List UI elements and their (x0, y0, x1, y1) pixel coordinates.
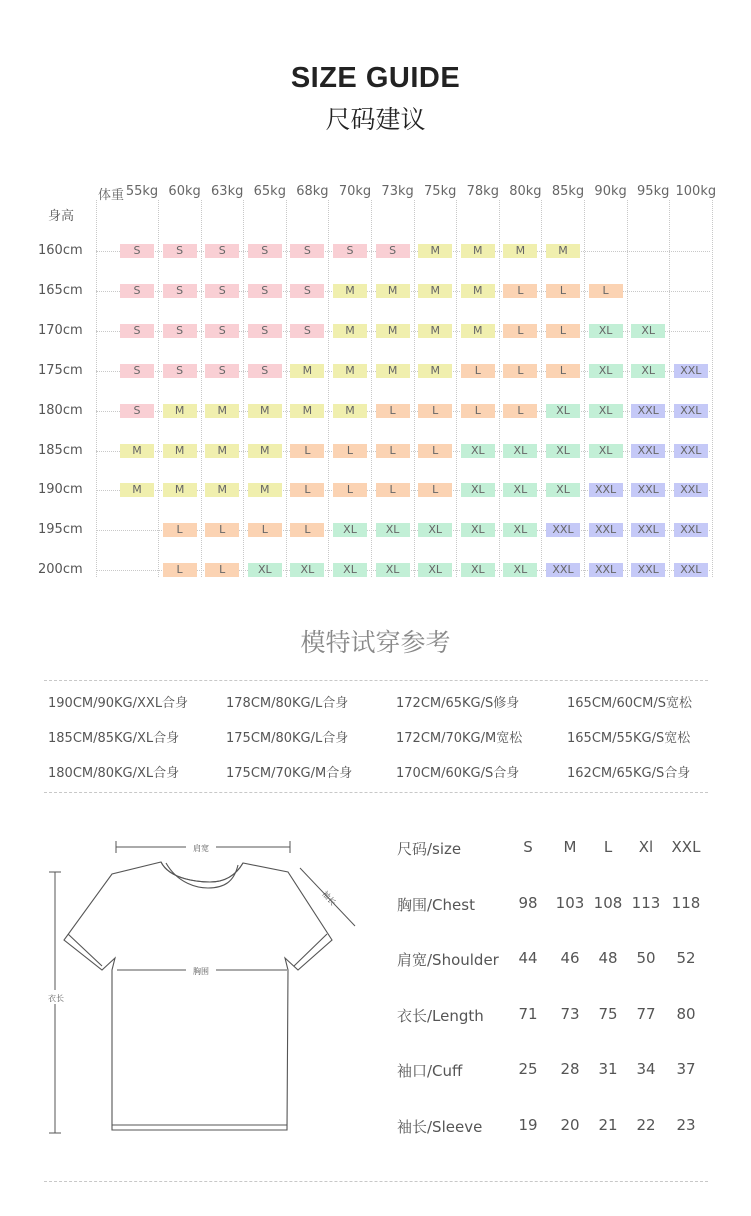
size-cell: XL (631, 324, 665, 338)
size-cell: XL (503, 563, 537, 577)
size-cell: M (163, 483, 197, 497)
height-header: 身高 (48, 209, 75, 224)
height-label: 190cm (38, 482, 83, 498)
size-cell: M (418, 244, 452, 258)
title-cn: 尺码建议 (325, 105, 426, 134)
size-cell: XL (503, 483, 537, 497)
size-cell: S (120, 324, 154, 338)
size-cell: XXL (674, 563, 708, 577)
separator (44, 680, 708, 681)
measure-value: 103 (555, 893, 585, 912)
model-entry: 165CM/60CM/S宽松 (567, 696, 692, 711)
size-cell: M (376, 324, 410, 338)
size-cell: XL (248, 563, 282, 577)
size-cell: L (503, 284, 537, 298)
size-cell: M (333, 404, 367, 418)
weight-header: 体重 (97, 188, 125, 203)
size-cell: XXL (674, 364, 708, 378)
size-cell: L (163, 523, 197, 537)
grid-line (456, 200, 457, 577)
size-cell: M (461, 284, 495, 298)
size-cell: L (290, 483, 324, 497)
weight-label: 75kg (424, 184, 457, 199)
size-cell: S (248, 324, 282, 338)
size-cell: XL (290, 563, 324, 577)
size-cell: S (333, 244, 367, 258)
size-cell: S (205, 324, 239, 338)
size-cell: M (333, 324, 367, 338)
grid-line (158, 200, 159, 577)
measure-value: 80 (676, 1004, 696, 1023)
size-cell: S (163, 244, 197, 258)
size-cell: L (546, 364, 580, 378)
size-cell: L (461, 364, 495, 378)
height-label: 200cm (38, 562, 83, 578)
height-label: 175cm (38, 362, 83, 378)
model-entry: 178CM/80KG/L合身 (226, 696, 349, 711)
size-cell: XXL (674, 483, 708, 497)
size-cell: M (248, 483, 282, 497)
grid-line (243, 200, 244, 577)
size-cell: M (120, 444, 154, 458)
grid-line (371, 200, 372, 577)
weight-label: 65kg (253, 184, 286, 199)
height-label: 170cm (38, 322, 83, 338)
size-cell: M (163, 444, 197, 458)
size-cell: M (376, 284, 410, 298)
table-row-label: 袖长/Sleeve (397, 1118, 483, 1136)
grid-line (669, 200, 670, 577)
size-column-header: L (603, 838, 613, 856)
weight-label: 100kg (675, 184, 717, 199)
size-cell: L (546, 324, 580, 338)
size-cell: M (461, 324, 495, 338)
size-cell: S (205, 244, 239, 258)
grid-line (286, 200, 287, 577)
size-cell: XXL (631, 404, 665, 418)
height-label: 160cm (38, 243, 83, 258)
size-cell: XXL (589, 563, 623, 577)
weight-label: 95kg (637, 184, 670, 199)
weight-label: 70kg (338, 184, 372, 199)
size-cell: S (290, 284, 324, 298)
size-cell: M (290, 404, 324, 418)
size-cell: L (546, 284, 580, 298)
weight-label: 78kg (466, 184, 499, 199)
size-cell: XXL (631, 523, 665, 537)
grid-line (499, 200, 500, 577)
model-entry: 165CM/55KG/S宽松 (567, 731, 691, 746)
weight-label: 73kg (381, 184, 414, 199)
measure-value: 52 (676, 949, 696, 968)
size-cell: XL (546, 444, 580, 458)
size-cell: M (248, 404, 282, 418)
size-cell: XXL (674, 523, 708, 537)
size-column-header: Xl (638, 838, 654, 856)
size-cell: XL (376, 523, 410, 537)
grid-line (414, 200, 415, 577)
size-cell: M (290, 364, 324, 378)
measure-value: 71 (518, 1004, 538, 1023)
tshirt-diagram (40, 830, 370, 1145)
height-label: 195cm (38, 522, 83, 538)
size-cell: L (248, 523, 282, 537)
grid-line (201, 200, 202, 577)
size-cell: L (418, 483, 452, 497)
size-cell: L (503, 404, 537, 418)
measure-value: 19 (518, 1116, 538, 1134)
weight-label: 85kg (551, 184, 585, 199)
size-cell: XL (503, 444, 537, 458)
table-row-label: 胸围/Chest (397, 895, 475, 914)
size-cell: XXL (631, 563, 665, 577)
size-cell: M (205, 444, 239, 458)
measure-value: 118 (671, 893, 701, 912)
size-cell: M (205, 483, 239, 497)
size-cell: M (333, 364, 367, 378)
size-cell: S (120, 404, 154, 418)
size-column-header: XXL (671, 838, 701, 856)
size-cell: L (290, 444, 324, 458)
grid-line (541, 200, 542, 577)
model-entry: 185CM/85KG/XL合身 (48, 731, 180, 746)
size-cell: S (376, 244, 410, 258)
grid-line (328, 200, 329, 577)
size-cell: M (333, 284, 367, 298)
model-entry: 170CM/60KG/S合身 (396, 766, 520, 781)
size-cell: M (205, 404, 239, 418)
size-cell: L (418, 404, 452, 418)
measure-value: 22 (636, 1116, 656, 1134)
size-cell: L (376, 404, 410, 418)
size-cell: M (461, 244, 495, 258)
size-cell: S (120, 364, 154, 378)
weight-label: 80kg (509, 184, 542, 199)
weight-label: 90kg (594, 184, 627, 199)
size-cell: S (248, 364, 282, 378)
table-row-label: 袖口/Cuff (397, 1062, 463, 1081)
size-cell: L (205, 523, 239, 537)
size-cell: L (503, 364, 537, 378)
size-cell: S (120, 244, 154, 258)
grid-line (584, 200, 585, 577)
size-cell: XXL (546, 563, 580, 577)
grid-line (712, 200, 713, 577)
height-label: 180cm (38, 402, 83, 418)
measure-value: 25 (518, 1060, 538, 1079)
models-title: 模特试穿参考 (300, 628, 451, 657)
size-cell: S (248, 244, 282, 258)
model-entry: 175CM/70KG/M合身 (226, 766, 353, 781)
size-column-header: M (563, 838, 577, 856)
size-cell: XL (589, 444, 623, 458)
size-cell: S (120, 284, 154, 298)
size-cell: S (205, 364, 239, 378)
table-header: 尺码/size (397, 840, 462, 858)
size-cell: L (461, 404, 495, 418)
size-cell: XL (461, 444, 495, 458)
size-cell: XL (418, 523, 452, 537)
measure-value: 50 (636, 949, 656, 968)
size-cell: XL (589, 324, 623, 338)
shoulder-label: 肩宽 (193, 844, 209, 853)
measure-value: 48 (598, 949, 618, 968)
size-cell: XL (631, 364, 665, 378)
size-cell: M (546, 244, 580, 258)
table-row-label: 衣长/Length (397, 1006, 484, 1025)
size-cell: XL (333, 523, 367, 537)
grid-line (96, 200, 97, 577)
measure-value: 34 (636, 1060, 656, 1079)
measure-value: 108 (593, 893, 623, 912)
length-label: 衣长 (48, 994, 64, 1003)
size-cell: XXL (674, 444, 708, 458)
size-cell: L (376, 444, 410, 458)
size-cell: XL (333, 563, 367, 577)
size-cell: M (376, 364, 410, 378)
measure-value: 98 (518, 893, 538, 912)
size-cell: L (163, 563, 197, 577)
size-cell: S (290, 244, 324, 258)
size-cell: XL (461, 563, 495, 577)
size-cell: XL (461, 483, 495, 497)
size-cell: L (376, 483, 410, 497)
measure-value: 31 (598, 1060, 618, 1079)
size-cell: L (333, 444, 367, 458)
sleeve-label: 袖长 (320, 889, 338, 908)
weight-label: 63kg (211, 184, 244, 199)
size-cell: S (163, 364, 197, 378)
size-cell: M (418, 364, 452, 378)
measure-value: 73 (560, 1004, 580, 1023)
size-cell: XXL (589, 523, 623, 537)
size-cell: M (248, 444, 282, 458)
grid-line (627, 200, 628, 577)
size-cell: XXL (631, 483, 665, 497)
size-column-header: S (523, 838, 533, 856)
measure-value: 77 (636, 1004, 656, 1023)
size-cell: XXL (674, 404, 708, 418)
size-cell: M (120, 483, 154, 497)
size-cell: XXL (546, 523, 580, 537)
model-entry: 162CM/65KG/S合身 (567, 766, 691, 781)
size-cell: L (333, 483, 367, 497)
chest-label: 胸围 (193, 967, 209, 976)
size-cell: M (418, 324, 452, 338)
size-cell: XL (461, 523, 495, 537)
size-cell: M (503, 244, 537, 258)
separator (44, 1181, 708, 1182)
size-cell: XL (546, 483, 580, 497)
size-cell: XL (589, 364, 623, 378)
model-entry: 180CM/80KG/XL合身 (48, 766, 180, 781)
size-cell: M (418, 284, 452, 298)
size-cell: XXL (589, 483, 623, 497)
model-entry: 175CM/80KG/L合身 (226, 731, 349, 746)
model-entry: 190CM/90KG/XXL合身 (48, 696, 189, 711)
size-cell: L (290, 523, 324, 537)
measure-value: 46 (560, 949, 580, 968)
title-en: SIZE GUIDE (290, 62, 461, 94)
weight-label: 55kg (125, 184, 159, 199)
size-cell: XL (503, 523, 537, 537)
measure-value: 113 (631, 893, 661, 912)
model-entry: 172CM/70KG/M宽松 (396, 731, 523, 746)
size-cell: S (248, 284, 282, 298)
measure-value: 28 (560, 1060, 580, 1079)
weight-label: 68kg (296, 184, 329, 199)
size-cell: S (163, 324, 197, 338)
size-cell: XL (376, 563, 410, 577)
size-cell: XL (418, 563, 452, 577)
measure-value: 44 (518, 949, 538, 968)
size-cell: L (418, 444, 452, 458)
size-cell: L (503, 324, 537, 338)
measure-value: 20 (560, 1116, 580, 1134)
size-cell: XL (589, 404, 623, 418)
size-cell: L (589, 284, 623, 298)
table-row-label: 肩宽/Shoulder (397, 951, 499, 970)
weight-label: 60kg (168, 184, 201, 199)
size-cell: S (163, 284, 197, 298)
model-entry: 172CM/65KG/S修身 (396, 696, 520, 711)
height-label: 165cm (38, 282, 83, 298)
separator (44, 792, 708, 793)
size-cell: L (205, 563, 239, 577)
size-cell: XL (546, 404, 580, 418)
size-cell: XXL (631, 444, 665, 458)
measure-value: 23 (676, 1116, 696, 1134)
size-cell: S (290, 324, 324, 338)
measure-value: 37 (676, 1060, 696, 1079)
height-label: 185cm (38, 442, 83, 458)
measure-value: 21 (598, 1116, 618, 1134)
measure-value: 75 (598, 1004, 618, 1023)
size-cell: S (205, 284, 239, 298)
size-cell: M (163, 404, 197, 418)
